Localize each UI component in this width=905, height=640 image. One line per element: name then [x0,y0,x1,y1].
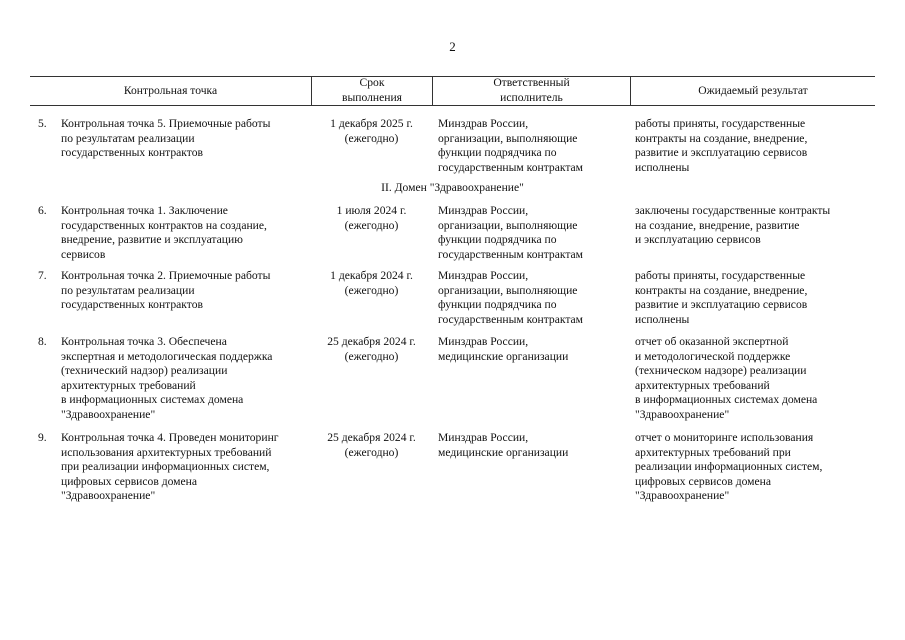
result-cell: работы приняты, государственные контракты на создание, внедрение, развитие и эксплуатацию сервисов исполнены [635,269,808,326]
result-cell: работы приняты, государственные контракты на создание, внедрение, развитие и эксплуатацию сервисов исполнены [635,117,808,174]
result-cell: отчет о мониторинге использования архитектурных требований при реализации информационных систем, цифровых сервисов домена "Здравоохранение" [635,431,823,503]
checkpoint-cell: Контрольная точка 1. Заключение государственных контрактов на создание, внедрение, развитие и эксплуатацию сервисов [61,204,267,261]
checkpoint-cell: Контрольная точка 2. Приемочные работы по результатам реализации государственных контрактов [61,269,271,312]
section-title: II. Домен "Здравоохранение" [381,181,524,194]
row-number: 8. [38,335,47,348]
header-rule-bottom [30,105,875,106]
deadline-cell: 1 декабря 2025 г. (ежегодно) [330,117,413,145]
header-checkpoint: Контрольная точка [123,83,218,97]
checkpoint-cell: Контрольная точка 4. Проведен мониторинг использования архитектурных требований при реализации информационных систем, цифровых сервисов домена "Здравоохранение" [61,431,279,503]
row-number: 9. [38,431,47,444]
deadline-cell: 1 декабря 2024 г. (ежегодно) [330,269,413,297]
executor-cell: Минздрав России, медицинские организации [438,335,569,363]
page-number: 2 [449,39,456,54]
header-executor: Ответственный исполнитель [493,76,570,104]
executor-cell: Минздрав России, организации, выполняющие функции подрядчика по государственным контрактам [438,117,584,174]
result-cell: заключены государственные контракты на создание, внедрение, развитие и эксплуатацию сервисов [635,204,831,247]
executor-cell: Минздрав России, организации, выполняющие функции подрядчика по государственным контрактам [438,204,584,261]
checkpoint-cell: Контрольная точка 3. Обеспечена экспертная и методологическая поддержка (технический надзор) реализации архитектурных требований в информационных системах домена "Здравоохранение" [61,335,273,421]
executor-cell: Минздрав России, организации, выполняющие функции подрядчика по государственным контрактам [438,269,584,326]
row-number: 6. [38,204,47,217]
deadline-cell: 25 декабря 2024 г. (ежегодно) [327,335,416,363]
executor-cell: Минздрав России, медицинские организации [438,431,569,459]
row-number: 7. [38,269,47,282]
row-number: 5. [38,117,47,130]
checkpoint-cell: Контрольная точка 5. Приемочные работы по результатам реализации государственных контрактов [61,117,271,160]
deadline-cell: 1 июля 2024 г. (ежегодно) [336,204,407,232]
result-cell: отчет об оказанной экспертной и методологической поддержке (техническом надзоре) реализации архитектурных требований в информационных системах домена "Здравоохранение" [635,335,818,421]
deadline-cell: 25 декабря 2024 г. (ежегодно) [327,431,416,459]
header-result: Ожидаемый результат [698,83,808,97]
header-deadline: Срок выполнения [342,76,402,104]
